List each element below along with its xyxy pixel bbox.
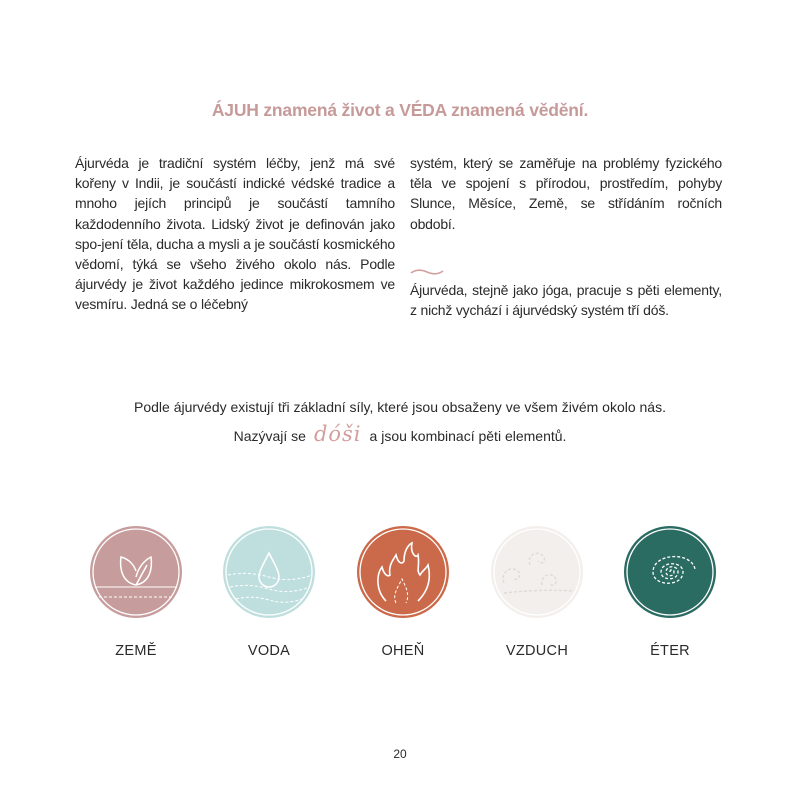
element-label: ÉTER bbox=[650, 643, 690, 659]
page-number: 20 bbox=[393, 747, 407, 761]
element-water bbox=[219, 525, 319, 659]
paragraph: Ájurvéda je tradiční systém léčby, jenž má své kořeny v Indii, je součástí indické védské tradice a mnoho jejích principů je součástí tamního každodenního života. Lidský život je definován jako spo-jení těla, ducha a mysli a je součástí kosmického vědomí, týká se všeho živého okolo nás. Podle ájurvédy je život každého jedince mikrokosmem ve vesmíru. Jedná se o léčebný bbox=[75, 155, 395, 313]
wind-icon bbox=[490, 525, 584, 619]
spiral-icon bbox=[623, 525, 717, 619]
dosi-highlight: dóši bbox=[313, 422, 362, 446]
text-column-left bbox=[75, 153, 395, 315]
text-column-right bbox=[410, 153, 722, 320]
water-drop-icon bbox=[222, 525, 316, 619]
intro-text: a jsou kombinací pěti elementů. bbox=[369, 428, 567, 444]
intro-line: Podle ájurvédy existují tři základní síly, které jsou obsaženy ve všem živém okolo nás. bbox=[134, 399, 666, 415]
element-label: VODA bbox=[247, 643, 291, 659]
page-title: ÁJUH znamená život a VÉDA znamená vědění. bbox=[211, 100, 589, 120]
paragraph: systém, který se zaměřuje na problémy fyzického těla ve spojení s přírodou, prostředím, pohyby Slunce, Měsíce, Země, se střídáním ročních období. bbox=[410, 155, 722, 232]
wave-ornament-icon bbox=[410, 268, 444, 276]
flame-icon bbox=[356, 525, 450, 619]
element-air bbox=[487, 525, 587, 659]
element-label: ZEMĚ bbox=[115, 643, 157, 659]
intro-line bbox=[0, 422, 800, 446]
intro-text: Nazývají se bbox=[233, 428, 306, 444]
element-label: VZDUCH bbox=[505, 643, 569, 659]
leaf-icon bbox=[89, 525, 183, 619]
element-ether bbox=[620, 525, 720, 659]
element-earth bbox=[86, 525, 186, 659]
element-label: OHEŇ bbox=[381, 643, 425, 659]
element-fire bbox=[353, 525, 453, 659]
paragraph: Ájurvéda, stejně jako jóga, pracuje s pěti elementy, z nichž vychází i ájurvédský systém tří dóš. bbox=[410, 281, 722, 319]
